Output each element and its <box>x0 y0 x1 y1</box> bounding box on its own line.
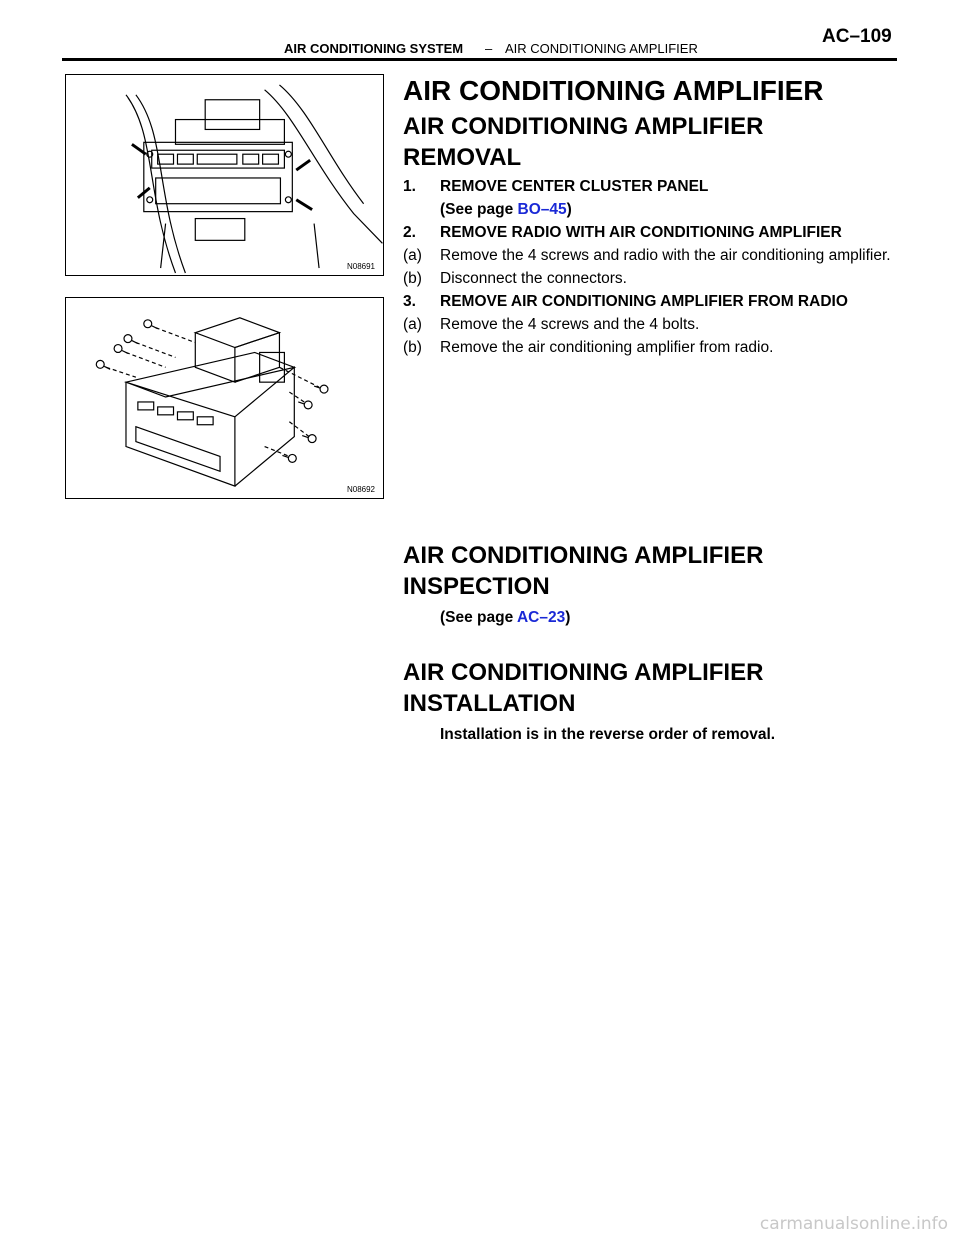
figure-amplifier-exploded <box>65 297 384 499</box>
reference-prefix: (See page <box>440 609 517 626</box>
step-text: REMOVE AIR CONDITIONING AMPLIFIER FROM RADIO <box>440 293 848 310</box>
inspection-reference <box>440 606 900 629</box>
page-number: AC–109 <box>822 26 892 47</box>
step-number: (b) <box>403 270 422 287</box>
installation-note: Installation is in the reverse order of removal. <box>440 726 776 743</box>
step-text: REMOVE RADIO WITH AIR CONDITIONING AMPLIFIER <box>440 224 842 241</box>
step-2 <box>403 221 900 244</box>
step-number: (a) <box>403 247 422 264</box>
installation-section <box>403 657 900 746</box>
header-section: AIR CONDITIONING AMPLIFIER <box>505 41 698 56</box>
radio-removal-illustration <box>66 75 383 275</box>
step-text: Disconnect the connectors. <box>440 270 627 287</box>
removal-heading-line1: AIR CONDITIONING AMPLIFIER <box>403 113 764 140</box>
removal-steps <box>403 175 900 359</box>
reference-suffix: ) <box>566 201 572 218</box>
figure-id: N08691 <box>346 262 375 271</box>
step-1 <box>403 175 900 221</box>
step-number: (b) <box>403 339 422 356</box>
step-3b <box>403 336 900 359</box>
main-content <box>403 75 900 359</box>
installation-heading <box>403 657 823 719</box>
step-text: Remove the 4 screws and radio with the air conditioning amplifier. <box>440 247 891 264</box>
step-text: Remove the air conditioning amplifier from radio. <box>440 339 774 356</box>
watermark: carmanualsonline.info <box>759 1214 948 1234</box>
step-1-reference <box>440 198 900 221</box>
step-text: REMOVE CENTER CLUSTER PANEL <box>440 178 709 195</box>
page-header <box>0 0 960 64</box>
header-separator: – <box>485 41 493 56</box>
figure-radio-removal <box>65 74 384 276</box>
step-2b <box>403 267 900 290</box>
step-number: 2. <box>403 224 416 241</box>
header-system: AIR CONDITIONING SYSTEM <box>284 41 464 56</box>
amplifier-exploded-illustration <box>66 298 383 498</box>
inspection-heading-line2: INSPECTION <box>403 573 550 600</box>
step-number: 1. <box>403 178 416 195</box>
reference-suffix: ) <box>565 609 571 626</box>
link-bo-45[interactable]: BO–45 <box>517 201 567 218</box>
figure-id: N08692 <box>346 485 375 494</box>
inspection-heading <box>403 540 823 602</box>
step-2a <box>403 244 900 267</box>
step-3 <box>403 290 900 313</box>
link-ac-23[interactable]: AC–23 <box>516 609 566 626</box>
removal-heading-line2: REMOVAL <box>403 144 522 171</box>
header-rule <box>62 58 897 61</box>
inspection-section <box>403 540 900 629</box>
step-number: (a) <box>403 316 422 333</box>
page-title: AIR CONDITIONING AMPLIFIER <box>403 75 824 106</box>
removal-heading <box>403 111 823 173</box>
reference-prefix: (See page <box>440 201 518 218</box>
step-text: Remove the 4 screws and the 4 bolts. <box>440 316 700 333</box>
step-3a <box>403 313 900 336</box>
installation-heading-line2: INSTALLATION <box>403 690 576 717</box>
step-number: 3. <box>403 293 416 310</box>
installation-heading-line1: AIR CONDITIONING AMPLIFIER <box>403 659 764 686</box>
inspection-heading-line1: AIR CONDITIONING AMPLIFIER <box>403 542 764 569</box>
